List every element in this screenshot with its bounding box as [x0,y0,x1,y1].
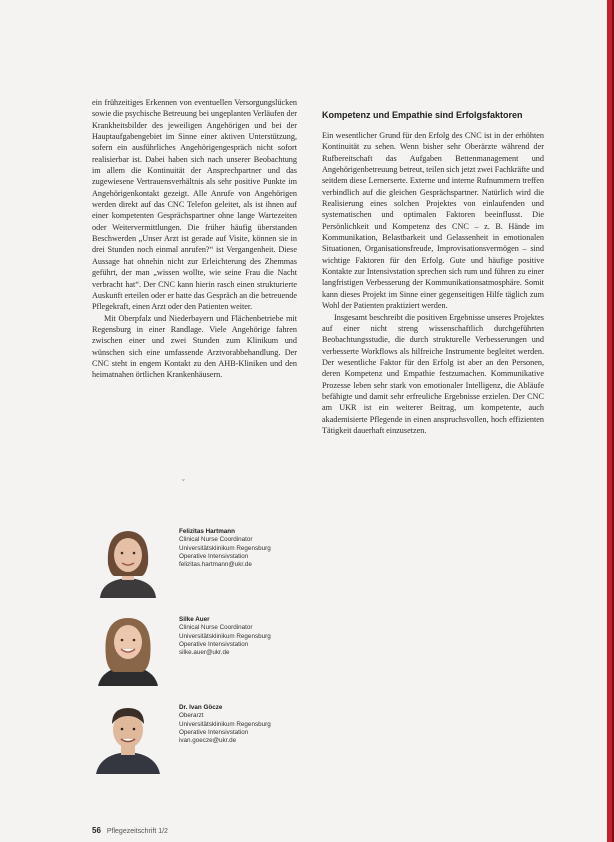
page-footer [92,826,168,835]
author-unit: Operative Intensivstation [179,640,249,648]
body-paragraph: Ein wesentlicher Grund für den Erfolg des CNC ist in der erhöhten Kontinuität zu sehen. Wenn bisher sehr Oberärzte während der Rufbereitschaft das Aufgaben Bettenmanagement und Angehörigenbetreuung betreut, teilen sich jetzt zwei Fachkräfte und seitdem diese Lernerserte. Externe und interne Rufnummern treffen verbindlich auf die gleichen Gesprächspartner. Natürlich wird die Realisierung eines solchen Projektes von einlaufenden und systematischen und optimalen Faktoren beeinflusst. Die Persönlichkeit und Kompetenz des CNC – z. B. Hände im Kommunikation, Belastbarkeit und Gelassenheit in emotionalen Situationen, Organisationsfreude, Improvisationsvermögen – sind wichtige Faktoren für den Erfolg. Gute und häufige positive Kontakte zur Intensivstation sprechen sich rum und führen zu einer langfristigen Verbesserung der Kommunikationsatmosphäre. Somit kann dieses Projekt im Sinne einer gegenseitigen Hilfe täglich zum Wohl der Patienten praktiziert werden. [322,131,544,311]
author-institution: Universitätsklinikum Regensburg [179,720,271,728]
photo-face [114,538,142,572]
author-name: Silke Auer [179,616,210,623]
section-heading: Kompetenz und Empathie sind Erfolgsfaktoren [322,110,523,120]
author-photo [92,612,164,686]
author-unit: Operative Intensivstation [179,728,249,736]
tick-mark: ˇ [182,478,185,487]
author-unit: Operative Intensivstation [179,552,249,560]
author-card-hartmann [92,524,382,604]
body-paragraph: ein frühzeitiges Erkennen von eventuellen Versorgungslücken sowie die psychische Betreuung bei ungeplanten Verläufen der Krankheitsbilder des jeweiligen Angehörigen und bei der Hauptaufgabengebiet im Sinne einer aktiven Unterstützung, sofern ein ausführliches Angehörigengespräch nicht sofort realisierbar ist. Dabei haben sich nach unserer Beobachtung im allem die Kontinuität der Ansprechpartner und das zugewiesene Vertrauensverhältnis als sehr positive Punkte im Angehörigenkontakt gezeigt. Alle Anrufe von Angehörigen werden direkt auf das CNC Telefon geleitet, als ist ihnen auf einer kompetenten Gesprächspartner ohne lange Wartezeiten oder Weitervermittlungen. Die früher häufig überstanden Beschwerden „Unser Arzt ist gerade auf Visite, können sie in drei Stunden noch einmal anrufen?“ ist Vergangenheit. Diese Aussage hat ohnehin nicht zur Erleichterung des Zhemmas geführt, der man „wissen wollte, wie seine Frau die Nacht verbracht hat“. Der CNC kann hierin rasch einen strukturierte Auskunft erteilen oder er hatte das Gespräch an die betreuende Pflegekraft, einen Arzt oder den Patienten weiter. [92,98,297,312]
author-email: ivan.goecze@ukr.de [179,737,237,745]
author-email: silke.auer@ukr.de [179,649,230,657]
author-title: Clinical Nurse Coordinator [179,624,253,632]
body-paragraph: Mit Oberpfalz und Niederbayern und Flächenbetriebe mit Regensburg in einer Randlage. Viele Angehörige fahren zwischen einer und zwei Stunden zum Klinikum und wünschen sich eine umfassende Arztvorabbehandlung. Der CNC steht in engem Kontakt zu den AHB-Kliniken und den heimatnahen örtlichen Krankenhäusern. [92,313,297,380]
author-info [179,704,271,745]
author-name: Felizitas Hartmann [179,528,235,535]
author-info [179,528,271,569]
author-card-goecze [92,700,382,780]
photo-face [114,625,142,659]
author-institution: Universitätsklinikum Regensburg [179,544,271,552]
author-info [179,616,271,657]
page-number: 56 [92,826,101,835]
body-paragraph: Insgesamt beschreibt die positiven Ergebnisse unseres Projektes auf einer nicht streng wissenschaftlich durchgeführten Beobachtungsstudie, die durch strukturelle Verbesserungen und verbesserte Workflows als hilfreiche Instrumente begleitet werden. Der wesentliche Faktor für den Erfolg ist aber an den Personen, deren Kompetenz und Empathie festzumachen. Kommunikative Prozesse leben sehr stark von emotionaler Intelligenz, die Abläufe befähigte und damit sehr erfreuliche Ergebnisse erzielen. Der CNC am UKR ist ein weiterer Beitrag, um kompetente, auch akademisierte Pflegende in einen anspruchsvollen, hoch effizienten Tätigkeit dauerhaft einzusetzen. [322,312,544,435]
journal-name: Pflegezeitschrift 1/2 [106,828,168,835]
author-institution: Universitätsklinikum Regensburg [179,632,271,640]
author-email: felizitas.hartmann@ukr.de [179,561,252,569]
left-column [92,97,297,381]
author-photo [92,524,164,598]
author-photo [92,700,164,774]
author-title: Clinical Nurse Coordinator [179,536,253,544]
author-name: Dr. Ivan Göcze [179,704,223,711]
right-column [322,130,544,436]
author-card-auer [92,612,382,692]
author-title: Oberarzt [179,712,204,720]
